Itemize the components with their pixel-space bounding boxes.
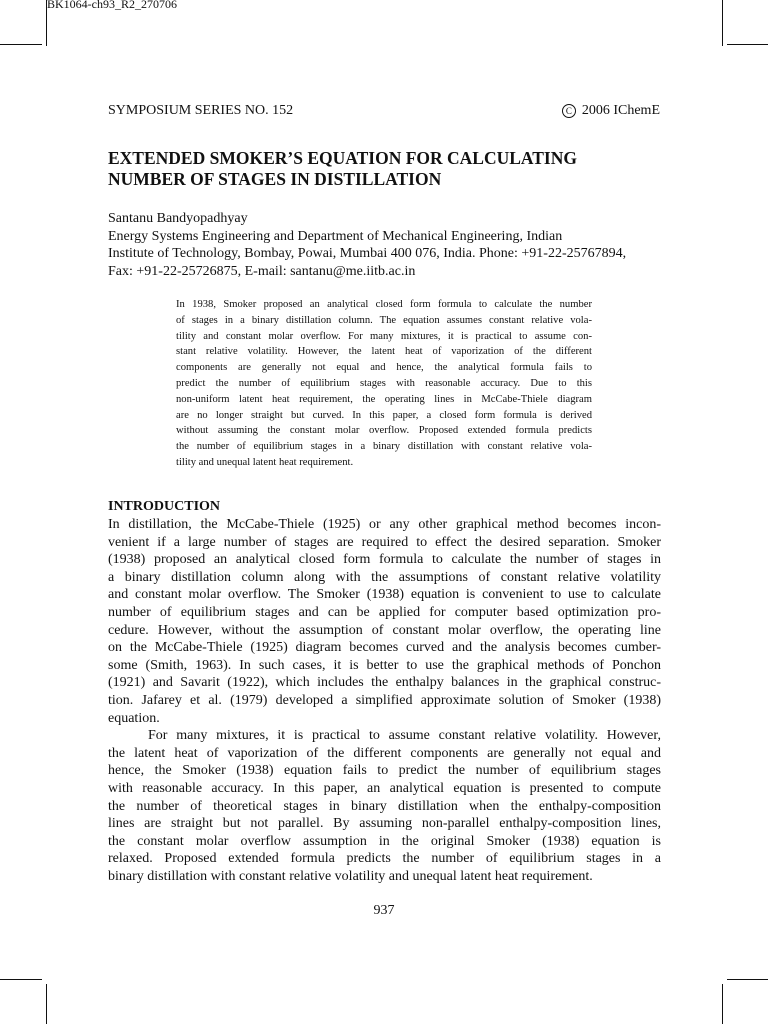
abstract-line: stant relative volatility. However, the latent heat of vaporization of the different <box>176 346 592 358</box>
body-line: and constant molar overflow. The Smoker (1938) equation is convenient to use to calculate <box>108 587 661 603</box>
abstract-line: tility and unequal latent heat requirement. <box>176 456 354 468</box>
crop-mark-bottom-right-horizontal <box>727 979 768 980</box>
author-name: Santanu Bandyopadhyay <box>108 211 248 226</box>
crop-mark-top-right-vertical <box>722 0 723 46</box>
affiliation-line: Energy Systems Engineering and Department of Mechanical Engineering, Indian <box>108 228 563 244</box>
abstract-line: In 1938, Smoker proposed an analytical closed form formula to calculate the number <box>176 299 592 310</box>
page-number: 937 <box>373 903 395 918</box>
body-line: (1938) proposed an analytical closed form formula to calculate the number of stages in <box>108 552 661 568</box>
author-block <box>108 210 668 280</box>
affiliation-line: Institute of Technology, Bombay, Powai, Mumbai 400 076, India. Phone: +91-22-25767894, <box>108 246 627 261</box>
abstract <box>176 297 592 471</box>
title-line: EXTENDED SMOKER’S EQUATION FOR CALCULATING <box>108 148 577 168</box>
body-line: on the McCabe-Thiele (1925) diagram becomes curved and the analysis becomes cumber- <box>108 640 661 656</box>
paper-title <box>108 148 668 190</box>
copyright-icon: C <box>562 104 576 118</box>
body-line: the latent heat of vaporization of the different components are generally not equal and <box>108 745 661 761</box>
body-line: some (Smith, 1963). In such cases, it is better to use the graphical methods of Ponchon <box>108 657 661 673</box>
abstract-line: tility and constant molar overflow. For many mixtures, it is practical to assume con- <box>176 330 592 342</box>
crop-mark-bottom-left-horizontal <box>0 979 42 980</box>
body-line: relaxed. Proposed extended formula predicts the number of equilibrium stages in a <box>108 851 661 867</box>
copyright-text: 2006 IChemE <box>581 103 660 118</box>
body-line: (1921) and Savarit (1922), which includes the enthalpy balances in the graphical construc- <box>108 675 661 691</box>
body-line: For many mixtures, it is practical to assume constant relative volatility. However, <box>148 728 661 744</box>
body-line: a binary distillation column along with the assumptions of constant relative volatility <box>108 569 661 585</box>
body-line: binary distillation with constant relative volatility and unequal latent heat requirement. <box>108 868 593 884</box>
crop-mark-bottom-left-vertical <box>46 984 47 1024</box>
body-line: cedure. However, without the assumption of constant molar overflow, the operating line <box>108 622 661 638</box>
body-line: lines are straight but not parallel. By assuming non-parallel enthalpy-composition lines, <box>108 816 661 832</box>
body-line: with reasonable accuracy. In this paper, an analytical equation is presented to compute <box>108 780 661 796</box>
abstract-line: the number of equilibrium stages in a binary distillation with constant relative vola- <box>176 441 592 453</box>
crop-mark-top-left-horizontal <box>0 44 42 45</box>
body-line: In distillation, the McCabe-Thiele (1925) or any other graphical method becomes incon- <box>108 517 661 532</box>
abstract-line: predict the number of equilibrium stages with reasonable accuracy. Due to this <box>176 377 592 389</box>
print-slug: BK1064-ch93_R2_270706 <box>47 0 177 11</box>
symposium-series: SYMPOSIUM SERIES NO. 152 <box>108 103 294 118</box>
body-line: tion. Jafarey et al. (1979) developed a simplified approximate solution of Smoker (1938) <box>108 692 661 708</box>
body-line: number of equilibrium stages and can be applied for computer based optimization pro- <box>108 604 661 620</box>
body-line: hence, the Smoker (1938) equation fails to predict the number of equilibrium stages <box>108 763 661 779</box>
body-line: equation. <box>108 710 160 726</box>
abstract-line: of stages in a binary distillation column. The equation assumes constant relative vola- <box>176 314 592 326</box>
section-heading-introduction: INTRODUCTION <box>108 499 221 514</box>
title-line: NUMBER OF STAGES IN DISTILLATION <box>108 169 442 189</box>
crop-mark-bottom-right-vertical <box>722 984 723 1024</box>
copyright-notice <box>562 103 660 119</box>
body-line: the number of theoretical stages in binary distillation when the enthalpy-composition <box>108 798 661 814</box>
abstract-line: are no longer straight but curved. In this paper, a closed form formula is derived <box>176 409 592 421</box>
body-line: the constant molar overflow assumption in the original Smoker (1938) equation is <box>108 833 661 849</box>
abstract-line: without assuming the constant molar overflow. Proposed extended formula predicts <box>176 425 592 437</box>
abstract-line: components are generally not equal and hence, the analytical formula fails to <box>176 362 592 374</box>
crop-mark-top-right-horizontal <box>727 44 768 45</box>
introduction-body <box>108 516 661 885</box>
abstract-line: non-uniform latent heat requirement, the operating lines in McCabe-Thiele diagram <box>176 393 592 405</box>
contact-line: Fax: +91-22-25726875, E-mail: santanu@me.iitb.ac.in <box>108 263 416 279</box>
body-line: venient if a large number of stages are required to effect the desired separation. Smoker <box>108 534 661 550</box>
